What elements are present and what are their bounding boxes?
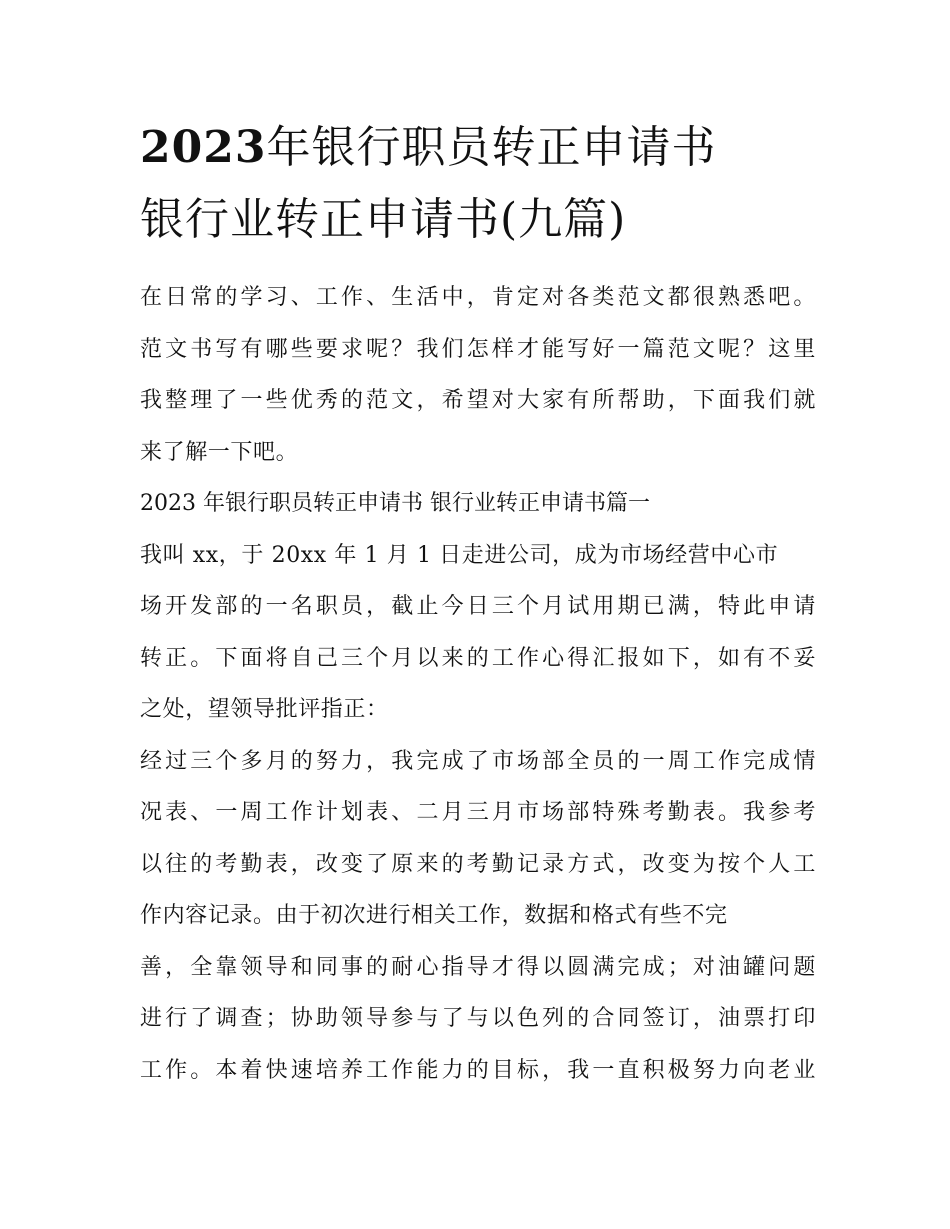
title-line-2: 银行业转正申请书(九篇) <box>140 194 627 245</box>
text-line: 作内容记录。由于初次进行相关工作，数据和格式有些不完 <box>140 903 728 928</box>
text-line: 转正。下面将自己三个月以来的工作心得汇报如下，如有不妥 <box>140 645 816 671</box>
text-line: 工作。本着快速培养工作能力的目标，我一直积极努力向老业 <box>140 1057 816 1083</box>
text-line: 范文书写有哪些要求呢？我们怎样才能写好一篇范文呢？这里 <box>140 336 816 362</box>
text-line: 之处，望领导批评指正： <box>140 697 389 722</box>
text-line: 况表、一周工作计划表、二月三月市场部特殊考勤表。我参考 <box>140 800 816 825</box>
text-line: 以往的考勤表，改变了原来的考勤记录方式，改变为按个人工 <box>140 851 816 877</box>
document-body <box>140 272 816 1096</box>
document-title <box>140 112 816 256</box>
intro-paragraph <box>140 272 816 478</box>
text-line: 我叫 xx，于 20xx 年 1 月 1 日走进公司，成为市场经营中心市 <box>140 542 779 568</box>
title-line-1 <box>140 112 816 184</box>
text-line: 在日常的学习、工作、生活中，肯定对各类范文都很熟悉吧。 <box>140 285 816 310</box>
text-line: 善，全靠领导和同事的耐心指导才得以圆满完成；对油罐问题 <box>140 954 816 980</box>
document-page <box>140 112 816 1096</box>
text-line: 经过三个多月的努力，我完成了市场部全员的一周工作完成情 <box>140 748 816 774</box>
paragraph-2 <box>140 736 816 1097</box>
title-line-1-text: 年银行职员转正申请书 <box>266 122 717 173</box>
section-heading: 2023 年银行职员转正申请书 银行业转正申请书篇一 <box>140 491 650 516</box>
text-line: 我整理了一些优秀的范文，希望对大家有所帮助，下面我们就 <box>140 388 816 413</box>
text-line: 进行了调查；协助领导参与了与以色列的合同签订，油票打印 <box>140 1006 816 1031</box>
paragraph-1 <box>140 530 816 736</box>
title-year: 2023 <box>140 122 267 173</box>
text-line: 来了解一下吧。 <box>140 439 299 465</box>
text-line: 场开发部的一名职员，截止今日三个月试用期已满，特此申请 <box>140 594 816 619</box>
